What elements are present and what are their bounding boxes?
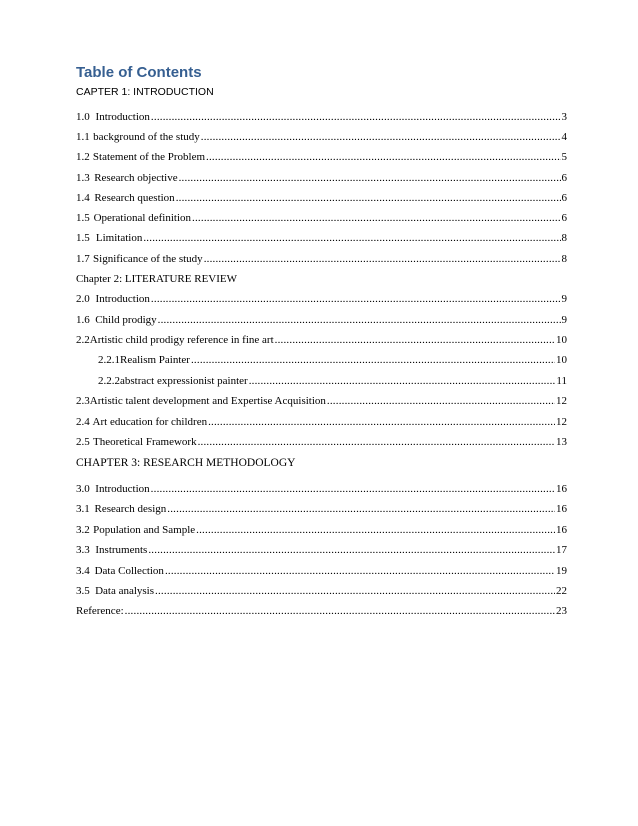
entry-page: 19 <box>556 565 567 577</box>
dot-leader <box>275 334 555 346</box>
entry-number: 1.4 <box>76 192 90 204</box>
entry-page: 16 <box>556 503 567 515</box>
toc-entry[interactable] <box>76 212 567 228</box>
toc-entry[interactable] <box>76 111 567 127</box>
dot-leader <box>143 232 560 244</box>
entry-label: Introduction <box>95 483 150 495</box>
entry-label: Introduction <box>95 293 150 305</box>
entry-number: 1.0 <box>76 111 90 123</box>
dot-leader <box>206 151 560 163</box>
entry-number: 1.6 <box>76 314 90 326</box>
dot-leader <box>125 605 555 617</box>
dot-leader <box>155 585 555 597</box>
toc-reference-entry[interactable] <box>76 605 567 621</box>
dot-leader <box>148 544 555 556</box>
entry-label: Data analysis <box>95 585 155 597</box>
toc-entry[interactable] <box>76 131 567 147</box>
entry-page: 16 <box>556 483 567 495</box>
toc-title: Table of Contents <box>76 64 202 81</box>
dot-leader <box>327 395 555 407</box>
toc-entry[interactable] <box>76 172 567 188</box>
toc-entry[interactable] <box>76 232 567 248</box>
entry-number: 3.4 <box>76 565 90 577</box>
toc-entry[interactable] <box>76 395 567 411</box>
dot-leader <box>192 212 560 224</box>
entry-label: Reference: <box>76 605 124 617</box>
toc-entry[interactable] <box>76 314 567 330</box>
dot-leader <box>179 172 561 184</box>
entry-page: 23 <box>556 605 567 617</box>
toc-entry[interactable] <box>76 483 567 499</box>
toc-subentry[interactable] <box>98 375 567 391</box>
entry-page: 9 <box>561 293 567 305</box>
dot-leader <box>151 483 555 495</box>
entry-number: 2.2 <box>76 334 90 346</box>
entry-number: 1.5 <box>76 212 90 224</box>
entry-label: Significance of the study <box>93 253 203 265</box>
chapter-2-heading[interactable]: Chapter 2: LITERATURE REVIEW <box>76 273 237 285</box>
entry-number: 2.2.2 <box>98 375 120 387</box>
toc-entry[interactable] <box>76 293 567 309</box>
entry-page: 5 <box>561 151 567 163</box>
dot-leader <box>196 524 555 536</box>
entry-page: 10 <box>556 354 567 366</box>
entry-number: 2.0 <box>76 293 90 305</box>
toc-entry[interactable] <box>76 334 567 350</box>
entry-page: 4 <box>561 131 567 143</box>
toc-entry[interactable] <box>76 192 567 208</box>
dot-leader <box>151 293 561 305</box>
dot-leader <box>198 436 555 448</box>
entry-label: Art education for children <box>92 416 208 428</box>
dot-leader <box>158 314 561 326</box>
entry-page: 9 <box>561 314 567 326</box>
entry-page: 17 <box>556 544 567 556</box>
entry-number: 3.1 <box>76 503 90 515</box>
toc-subentry[interactable] <box>98 354 567 370</box>
toc-entry[interactable] <box>76 436 567 452</box>
entry-number: 2.3 <box>76 395 90 407</box>
entry-label: Instruments <box>95 544 148 556</box>
entry-label: Artistic child prodigy reference in fine art <box>89 334 274 346</box>
entry-page: 6 <box>561 192 567 204</box>
entry-page: 10 <box>556 334 567 346</box>
dot-leader <box>151 111 561 123</box>
entry-page: 12 <box>556 416 567 428</box>
entry-page: 6 <box>561 212 567 224</box>
entry-label: Artistic talent development and Expertise Acquisition <box>89 395 326 407</box>
chapter-1-heading: CAPTER 1: INTRODUCTION <box>76 86 214 98</box>
entry-page: 3 <box>561 111 567 123</box>
entry-label: Data Collection <box>94 565 164 577</box>
entry-number: 3.2 <box>76 524 90 536</box>
entry-label: Research question <box>94 192 175 204</box>
entry-page: 13 <box>556 436 567 448</box>
chapter-3-heading[interactable]: CHAPTER 3: RESEARCH METHODOLOGY <box>76 457 296 469</box>
entry-label: background of the study <box>93 131 200 143</box>
entry-number: 1.7 <box>76 253 90 265</box>
toc-entry[interactable] <box>76 416 567 432</box>
entry-page: 16 <box>556 524 567 536</box>
dot-leader <box>191 354 555 366</box>
entry-page: 8 <box>561 253 567 265</box>
toc-entry[interactable] <box>76 565 567 581</box>
dot-leader <box>201 131 561 143</box>
entry-label: Research objective <box>94 172 178 184</box>
dot-leader <box>249 375 556 387</box>
entry-label: Research design <box>94 503 167 515</box>
entry-label: Introduction <box>95 111 150 123</box>
toc-entry[interactable] <box>76 503 567 519</box>
toc-entry[interactable] <box>76 585 567 601</box>
dot-leader <box>167 503 555 515</box>
entry-number: 1.1 <box>76 131 90 143</box>
toc-entry[interactable] <box>76 544 567 560</box>
entry-number: 2.4 <box>76 416 90 428</box>
entry-page: 11 <box>556 375 567 387</box>
toc-entry[interactable] <box>76 151 567 167</box>
entry-page: 12 <box>556 395 567 407</box>
entry-label: Operational definition <box>93 212 192 224</box>
entry-number: 1.5 <box>76 232 90 244</box>
entry-label: Child prodigy <box>95 314 157 326</box>
entry-number: 3.3 <box>76 544 90 556</box>
entry-page: 6 <box>561 172 567 184</box>
entry-label: Limitation <box>95 232 143 244</box>
dot-leader <box>176 192 561 204</box>
entry-label: Population and Sample <box>93 524 196 536</box>
dot-leader <box>208 416 555 428</box>
entry-number: 3.0 <box>76 483 90 495</box>
entry-page: 8 <box>561 232 567 244</box>
entry-label: abstract expressionist painter <box>120 375 248 387</box>
toc-entry[interactable] <box>76 253 567 269</box>
entry-number: 2.2.1 <box>98 354 120 366</box>
entry-number: 1.2 <box>76 151 90 163</box>
entry-label: Statement of the Problem <box>92 151 206 163</box>
dot-leader <box>165 565 555 577</box>
entry-number: 2.5 <box>76 436 90 448</box>
dot-leader <box>204 253 561 265</box>
entry-number: 1.3 <box>76 172 90 184</box>
toc-entry[interactable] <box>76 524 567 540</box>
entry-label: Realism Painter <box>120 354 190 366</box>
entry-number: 3.5 <box>76 585 90 597</box>
entry-page: 22 <box>556 585 567 597</box>
entry-label: Theoretical Framework <box>93 436 197 448</box>
